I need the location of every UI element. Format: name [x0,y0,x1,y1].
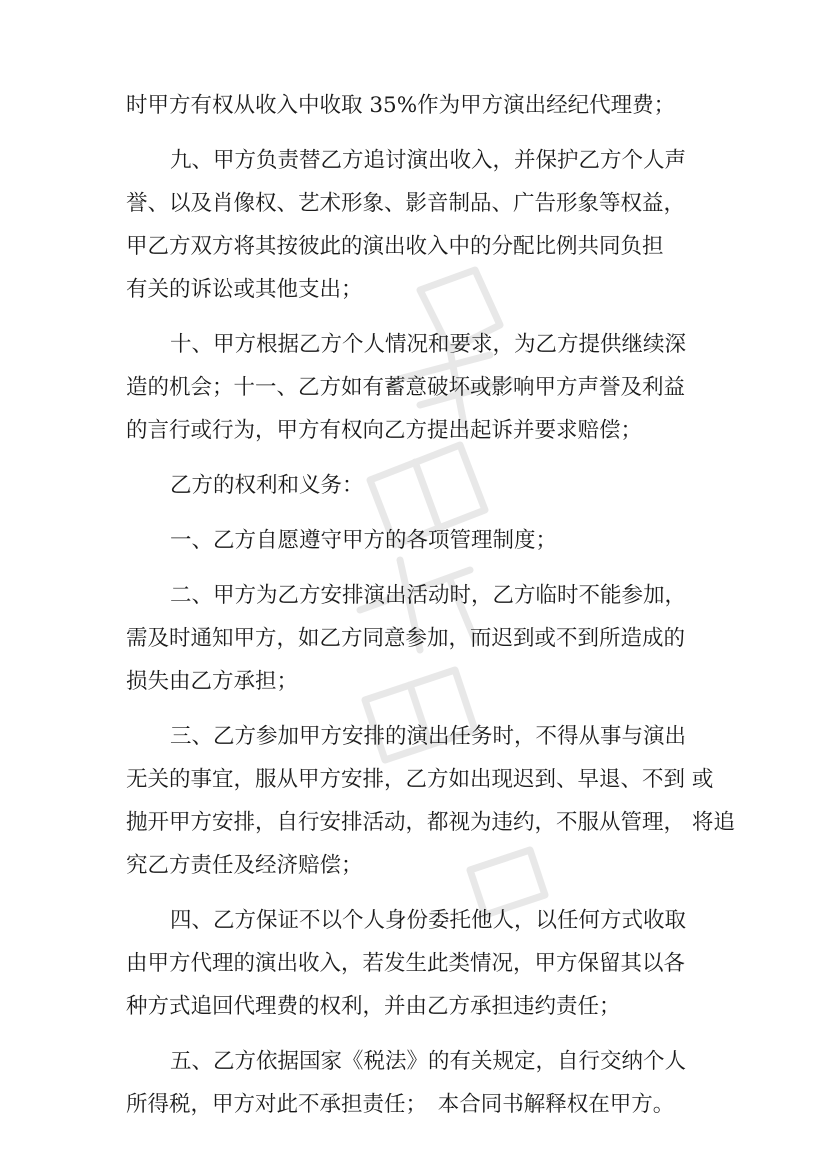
text-line: 九、甲方负责替乙方追讨演出收入，并保护乙方个人声 [170,148,687,173]
text-line: 一、乙方自愿遵守甲方的各项管理制度； [170,528,558,553]
text-line: 三、乙方参加甲方安排的演出任务时，不得从事与演出 [170,724,687,749]
text-line: 种方式追回代理费的权利，并由乙方承担违约责任； [126,994,621,1019]
text-line: 时甲方有权从收入中收取 35%作为甲方演出经纪代理费； [126,93,676,118]
section-heading: 乙方的权利和义务： [170,473,364,498]
text-line: 二、甲方为乙方安排演出活动时，乙方临时不能参加， [170,583,687,608]
text-line: 需及时通知甲方，如乙方同意参加，而迟到或不到所造成的 [126,626,686,651]
text-line: 抛开甲方安排，自行安排活动，都视为违约，不服从管理， 将追 [126,810,735,835]
text-line: 损失由乙方承担； [126,669,299,694]
document-body [126,84,735,1126]
text-line: 无关的事宜，服从甲方安排，乙方如出现迟到、早退、不到 或 [126,767,714,792]
text-line: 由甲方代理的演出收入，若发生此类情况，甲方保留其以各 [126,951,686,976]
text-line: 五、乙方依据国家《税法》的有关规定，自行交纳个人 [170,1049,687,1074]
text-line: 甲乙方双方将其按彼此的演出收入中的分配比例共同负担 [126,234,664,259]
text-line: 究乙方责任及经济赔偿； [126,853,363,878]
text-line: 誉、以及肖像权、艺术形象、影音制品、广告形象等权益， [126,191,686,216]
text-line: 造的机会；十一、乙方如有蓄意破坏或影响甲方声誉及利益 [126,375,686,400]
text-line: 的言行或行为，甲方有权向乙方提出起诉并要求赔偿； [126,418,643,443]
text-line: 所得税，甲方对此不承担责任； 本合同书解释权在甲方。 [126,1092,675,1117]
text-line: 四、乙方保证不以个人身份委托他人，以任何方式收取 [170,908,687,933]
text-line: 有关的诉讼或其他支出； [126,277,363,302]
text-line: 十、甲方根据乙方个人情况和要求，为乙方提供继续深 [170,332,687,357]
